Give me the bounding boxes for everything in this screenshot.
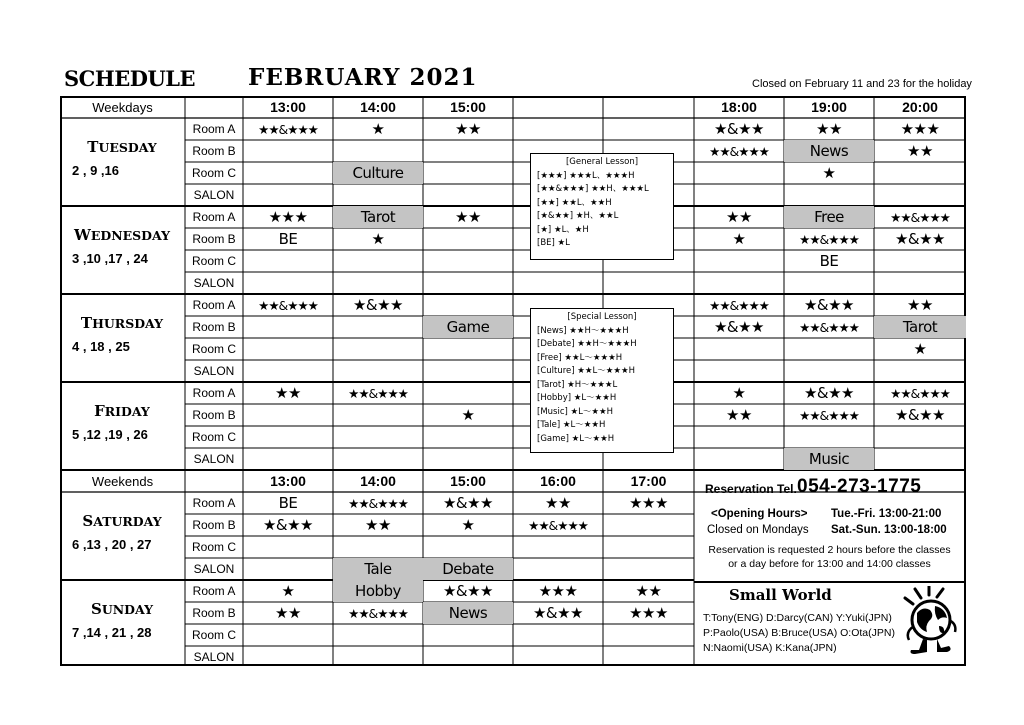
slot-cell: News xyxy=(784,140,874,162)
day-label xyxy=(62,512,182,552)
time-header: 15:00 xyxy=(450,99,486,115)
room-label: SALON xyxy=(193,188,235,202)
holiday-note: Closed on February 11 and 23 for the holiday xyxy=(752,78,972,90)
slot-cell: ★&★★ xyxy=(713,120,765,138)
slot-cell: ★ xyxy=(732,230,746,248)
slot-cell: ★★★ xyxy=(268,208,308,226)
slot-cell: ★★&★★★ xyxy=(799,231,859,247)
slot-cell: ★&★★ xyxy=(713,318,765,336)
slot-cell: ★★&★★★ xyxy=(799,407,859,423)
room-label: Room C xyxy=(191,254,236,268)
slot-cell: ★★&★★★ xyxy=(709,143,769,159)
time-header: 15:00 xyxy=(450,473,486,489)
lesson-item: [★★] ★★L、★★H xyxy=(537,197,612,208)
general-lesson-title: [General Lesson] xyxy=(565,157,639,167)
slot-cell: ★★★ xyxy=(538,582,578,600)
slot-cell: ★★&★★★ xyxy=(890,385,950,401)
small-world-panel xyxy=(695,582,964,666)
slot-cell: ★&★★ xyxy=(532,604,584,622)
time-header: 20:00 xyxy=(902,99,938,115)
slot-cell: ★★ xyxy=(275,604,301,622)
time-header: 17:00 xyxy=(630,473,667,489)
slot-cell: ★★ xyxy=(275,384,301,402)
slot-cell: BE xyxy=(819,252,839,270)
slot-cell: ★ xyxy=(371,230,385,248)
lesson-item: [★] ★L、★H xyxy=(537,224,589,235)
slot-cell: ★ xyxy=(281,582,295,600)
slot-cell: ★★★ xyxy=(629,604,668,622)
room-label: Room B xyxy=(192,232,236,246)
weekdays-label: Weekdays xyxy=(92,99,153,115)
teacher-line-2: P:Paolo(USA) B:Bruce(USA) O:Ota(JPN) xyxy=(703,627,895,639)
slot-cell: ★&★★ xyxy=(894,230,946,248)
special-lesson-title: [Special Lesson] xyxy=(567,312,637,322)
room-label: Room C xyxy=(191,342,236,356)
time-header: 14:00 xyxy=(360,473,396,489)
day-label xyxy=(62,226,182,266)
slot-cell: ★★&★★★ xyxy=(890,209,950,225)
day-dates: 3 ,10 ,17 , 24 xyxy=(72,251,148,266)
slot-cell: ★&★★ xyxy=(352,296,404,314)
time-header: 19:00 xyxy=(811,99,847,115)
opening-hours-label: <Opening Hours> xyxy=(711,508,808,520)
day-name: FRIDAY xyxy=(94,402,150,420)
slot-cell: Culture xyxy=(333,162,423,184)
slot-cell: ★★ xyxy=(726,208,752,226)
slot-cell: ★ xyxy=(461,406,475,424)
reservation-note-2: or a day before for 13:00 and 14:00 classes xyxy=(728,558,931,570)
slot-cell: News xyxy=(423,602,513,624)
reservation-info xyxy=(695,470,964,578)
room-label: Room C xyxy=(191,166,236,180)
slot-cell: ★&★★ xyxy=(442,494,494,512)
lesson-item: [Hobby] ★L～★★H xyxy=(537,393,617,403)
slot-cell: ★ xyxy=(913,340,927,358)
room-label: Room B xyxy=(192,606,236,620)
room-label: SALON xyxy=(193,364,235,378)
lesson-item: [Tale] ★L～★★H xyxy=(537,420,606,430)
weekend-hours: Sat.-Sun. 13:00-18:00 xyxy=(831,524,947,536)
day-label xyxy=(62,314,182,354)
lesson-item: [Debate] ★★H～★★★H xyxy=(537,339,637,349)
lesson-item: [★★★] ★★★L、★★★H xyxy=(537,170,635,181)
room-label: Room A xyxy=(192,386,236,400)
room-label: Room B xyxy=(192,518,236,532)
room-label: SALON xyxy=(193,650,235,664)
lesson-item: [Tarot] ★H～★★★L xyxy=(537,379,618,390)
general-lesson-items xyxy=(537,170,667,251)
slot-cell: ★★ xyxy=(635,582,662,600)
reservation-label: Reservation Tel. xyxy=(705,482,797,496)
slot-cell: ★&★★ xyxy=(803,384,855,402)
day-name: WEDNESDAY xyxy=(73,226,171,244)
room-label: Room C xyxy=(191,430,236,444)
day-name: TUESDAY xyxy=(87,138,157,156)
room-label: SALON xyxy=(193,562,235,576)
slot-cell: BE xyxy=(278,494,298,512)
lesson-item: [★&★★] ★H、★★L xyxy=(537,211,619,221)
time-header xyxy=(603,96,694,118)
lesson-item: [Culture] ★★L～★★★H xyxy=(537,366,636,376)
room-label: Room A xyxy=(192,584,236,598)
small-world-name: Small World xyxy=(729,586,832,604)
slot-cell: ★&★★ xyxy=(442,582,494,600)
weekday-hours: Tue.-Fri. 13:00-21:00 xyxy=(831,508,942,520)
room-label: Room C xyxy=(191,628,236,642)
slot-cell: ★ xyxy=(732,384,746,402)
day-dates: 2 , 9 ,16 xyxy=(72,163,119,178)
slot-cell: ★&★★ xyxy=(262,516,314,534)
slot-cell: ★★★ xyxy=(900,120,940,138)
slot-cell: ★★★ xyxy=(629,494,668,512)
time-header: 14:00 xyxy=(360,99,396,115)
slot-cell: ★★&★★★ xyxy=(258,297,318,313)
special-lesson-items xyxy=(537,325,667,447)
room-label: Room A xyxy=(192,210,236,224)
slot-cell: Tarot xyxy=(333,206,423,228)
slot-cell: Free xyxy=(784,206,874,228)
time-header: 13:00 xyxy=(270,99,306,115)
day-name: SUNDAY xyxy=(90,600,153,618)
slot-cell: ★★&★★★ xyxy=(348,385,408,401)
room-label: Room B xyxy=(192,320,236,334)
teacher-line-1: T:Tony(ENG) D:Darcy(CAN) Y:Yuki(JPN) xyxy=(703,612,892,624)
room-label: Room A xyxy=(192,298,236,312)
day-dates: 4 , 18 , 25 xyxy=(72,339,130,354)
slot-cell: ★★&★★★ xyxy=(528,517,588,533)
slot-cell: Game xyxy=(423,316,513,338)
slot-cell: ★ xyxy=(822,164,836,182)
closed-days: Closed on Mondays xyxy=(707,524,809,536)
slot-cell: Music xyxy=(784,448,874,470)
room-label: Room A xyxy=(192,122,236,136)
lesson-item: [Music] ★L～★★H xyxy=(537,406,614,417)
slot-cell: ★ xyxy=(461,516,475,534)
slot-cell: ★★&★★★ xyxy=(348,605,408,621)
slot-cell: ★★&★★★ xyxy=(258,121,318,137)
time-header xyxy=(513,96,603,118)
room-label: SALON xyxy=(193,276,235,290)
slot-cell: ★★ xyxy=(455,120,481,138)
day-label xyxy=(62,402,182,442)
slot-cell: ★ xyxy=(371,120,385,138)
special-lesson-legend xyxy=(530,308,674,453)
day-name: SATURDAY xyxy=(82,512,162,530)
slot-cell: Tale xyxy=(333,558,423,580)
slot-cell: Tarot xyxy=(874,316,966,338)
general-lesson-legend xyxy=(530,153,674,260)
slot-cell: Hobby xyxy=(333,580,423,602)
room-label: Room B xyxy=(192,144,236,158)
time-header: 16:00 xyxy=(540,473,576,489)
slot-cell: ★★ xyxy=(365,516,391,534)
lesson-item: [Game] ★L～★★H xyxy=(537,433,615,444)
slot-cell: ★&★★ xyxy=(894,406,946,424)
slot-cell: ★★ xyxy=(907,296,933,314)
slot-cell: BE xyxy=(278,230,298,248)
slot-cell: ★★ xyxy=(907,142,933,160)
slot-cell: ★&★★ xyxy=(803,296,855,314)
day-name: THURSDAY xyxy=(80,314,164,332)
slot-cell: ★★ xyxy=(545,494,571,512)
slot-cell: ★★ xyxy=(816,120,842,138)
slot-cell: ★★ xyxy=(726,406,752,424)
slot-cell: ★★ xyxy=(455,208,481,226)
day-label xyxy=(62,600,182,640)
schedule-title: SCHEDULE xyxy=(64,66,196,91)
lesson-item: [BE] ★L xyxy=(537,238,570,248)
day-dates: 6 ,13 , 20 , 27 xyxy=(72,537,152,552)
day-dates: 5 ,12 ,19 , 26 xyxy=(72,427,148,442)
reservation-note-1: Reservation is requested 2 hours before the classes xyxy=(708,544,951,556)
reservation-phone[interactable]: 054-273-1775 xyxy=(797,476,922,497)
time-header: 18:00 xyxy=(721,99,757,115)
time-header: 13:00 xyxy=(270,473,306,489)
slot-cell: Debate xyxy=(423,558,513,580)
day-dates: 7 ,14 , 21 , 28 xyxy=(72,625,152,640)
weekends-label: Weekends xyxy=(91,473,154,489)
globe-mascot-icon xyxy=(901,586,959,658)
lesson-item: [★★&★★★] ★★H、★★★L xyxy=(537,184,649,194)
room-label: Room C xyxy=(191,540,236,554)
room-label: Room A xyxy=(192,496,236,510)
slot-cell: ★★&★★★ xyxy=(799,319,859,335)
slot-cell: ★★&★★★ xyxy=(709,297,769,313)
day-label xyxy=(62,138,182,178)
schedule-table xyxy=(60,96,966,666)
lesson-item: [News] ★★H～★★★H xyxy=(537,325,629,336)
slot-cell: ★★&★★★ xyxy=(348,495,408,511)
month-title: FEBRUARY 2021 xyxy=(248,64,478,91)
teacher-line-3: N:Naomi(USA) K:Kana(JPN) xyxy=(703,642,837,654)
room-label: SALON xyxy=(193,452,235,466)
lesson-item: [Free] ★★L～★★★H xyxy=(537,352,623,363)
room-label: Room B xyxy=(192,408,236,422)
